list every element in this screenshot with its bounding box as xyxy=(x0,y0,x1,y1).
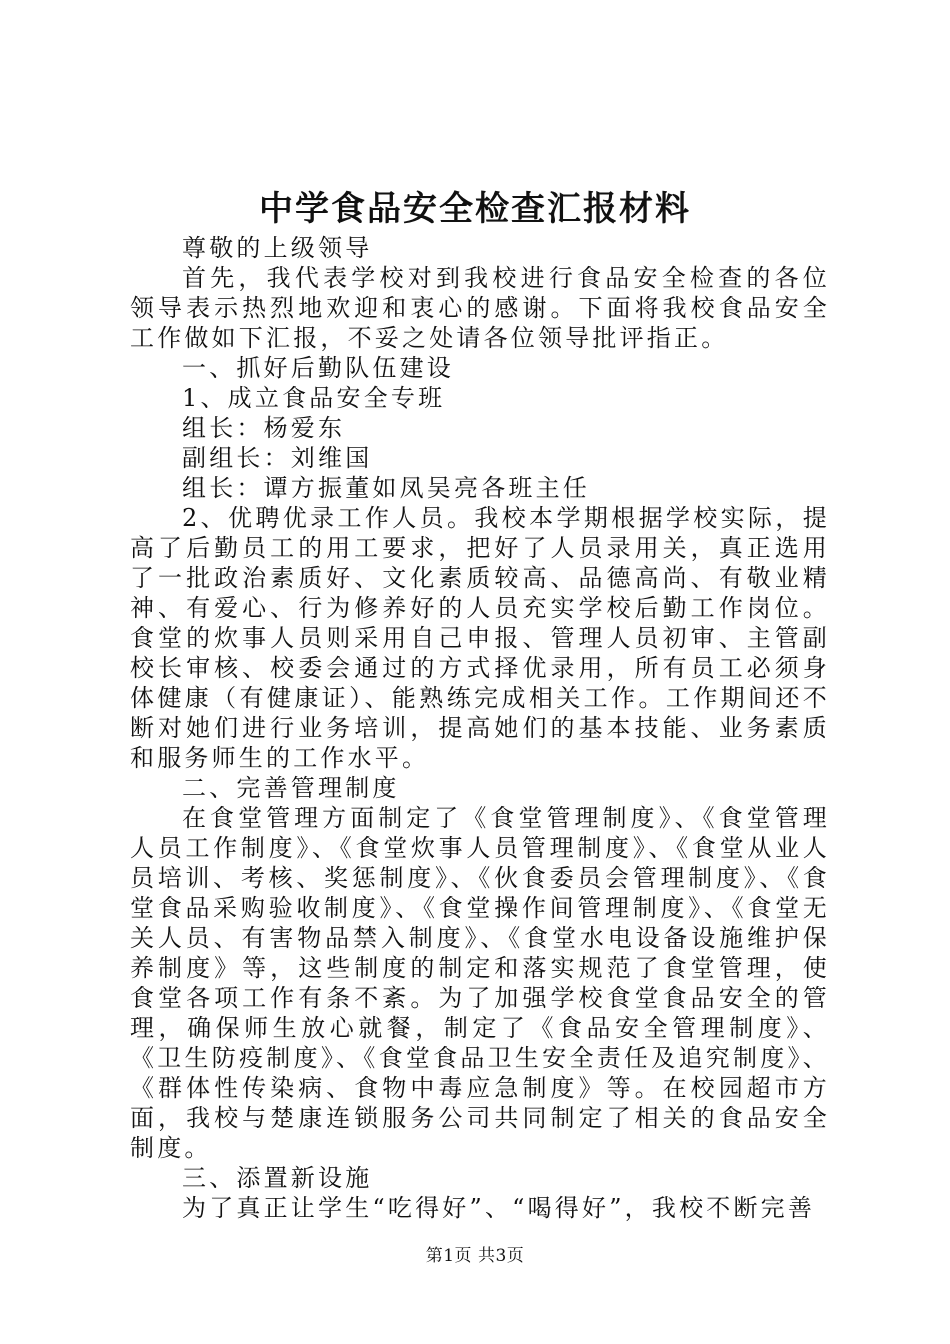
body-paragraph: 为了真正让学生“吃得好”、“喝得好”，我校不断完善 xyxy=(182,1194,816,1222)
section-heading: 二、完善管理制度 xyxy=(182,774,400,802)
page-footer: 第1页 共3页 xyxy=(425,1246,525,1266)
document-body xyxy=(130,233,830,1223)
subsection-heading: 1、成立食品安全专班 xyxy=(182,384,446,412)
section-heading: 一、抓好后勤队伍建设 xyxy=(182,354,454,382)
section-heading: 三、添置新设施 xyxy=(182,1164,373,1192)
team-leader-line: 组长：杨爱东 xyxy=(182,414,346,442)
team-deputy-line: 副组长：刘维国 xyxy=(182,444,373,472)
body-paragraph: 在食堂管理方面制定了《食堂管理制度》、《食堂管理人员工作制度》、《食堂炊事人员管理制度》、《食堂从业人员培训、考核、奖惩制度》、《伙食委员会管理制度》、《食堂食品采购验收制度》、《食堂操作间管理制度》、《食堂无关人员、有害物品禁入制度》、《食堂水电设备设施维护保养制度》等，这些制度的制定和落实规范了食堂管理，使食堂各项工作有条不紊。为了加强学校食堂食品安全的管理，确保师生放心就餐，制定了《食品安全管理制度》、《卫生防疫制度》、《食堂食品卫生安全责任及追究制度》、《群体性传染病、食物中毒应急制度》等。在校园超市方面，我校与楚康连锁服务公司共同制定了相关的食品安全制度。 xyxy=(130,804,830,1162)
salutation: 尊敬的上级领导 xyxy=(182,234,373,262)
document-title: 中学食品安全检查汇报材料 xyxy=(259,189,691,229)
team-members-line: 组长：谭方振董如凤吴亮各班主任 xyxy=(182,474,590,502)
body-paragraph: 2、优聘优录工作人员。我校本学期根据学校实际，提高了后勤员工的用工要求，把好了人员录用关，真正选用了一批政治素质好、文化素质较高、品德高尚、有敬业精神、有爱心、行为修养好的人员充实学校后勤工作岗位。食堂的炊事人员则采用自己申报、管理人员初审、主管副校长审核、校委会通过的方式择优录用，所有员工必须身体健康（有健康证）、能熟练完成相关工作。工作期间还不断对她们进行业务培训，提高她们的基本技能、业务素质和服务师生的工作水平。 xyxy=(130,504,830,772)
body-paragraph: 首先，我代表学校对到我校进行食品安全检查的各位领导表示热烈地欢迎和衷心的感谢。下面将我校食品安全工作做如下汇报，不妥之处请各位领导批评指正。 xyxy=(130,264,830,352)
